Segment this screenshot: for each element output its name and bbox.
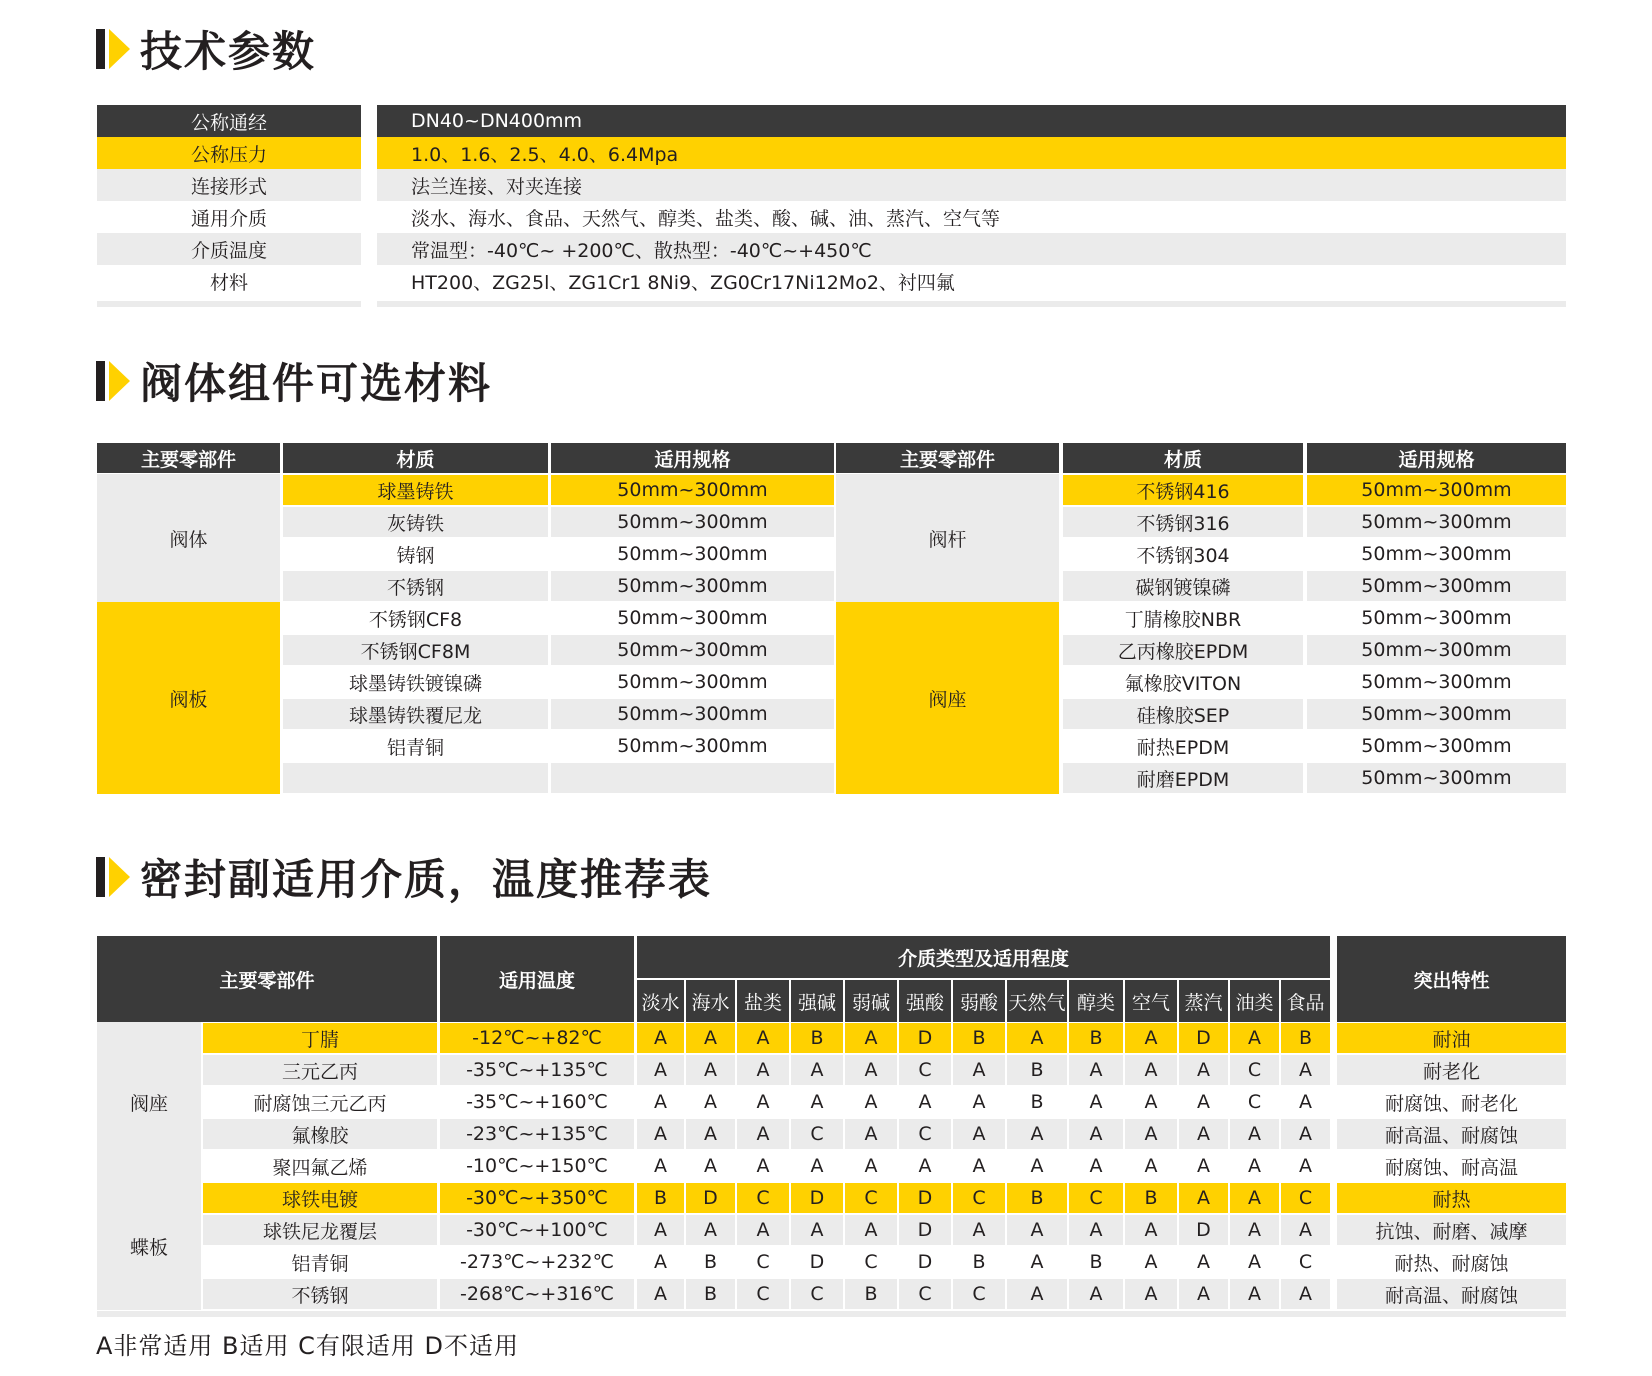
rating-cell: C [899,1279,951,1309]
rating-cell: D [791,1247,843,1277]
temperature-range: -12℃~+82℃ [440,1023,634,1053]
header-media: 蒸汽 [1179,980,1228,1022]
rating-cell: A [1125,1279,1177,1309]
param-label: 公称压力 [97,137,361,169]
header-media: 淡水 [637,980,684,1022]
material-cell: 球墨铸铁覆尼龙 [283,699,548,729]
material-name: 聚四氟乙烯 [203,1151,437,1181]
rating-cell: A [1125,1087,1177,1117]
header-media: 天然气 [1007,980,1067,1022]
rating-cell: A [1281,1279,1330,1309]
rating-cell: D [1179,1023,1228,1053]
table-divider [97,301,361,307]
feature-cell: 抗蚀、耐磨、减摩 [1337,1215,1566,1245]
material-cell: 不锈钢CF8 [283,603,548,633]
rating-cell: A [737,1151,789,1181]
header-media: 强碱 [791,980,843,1022]
rating-cell: B [1007,1087,1067,1117]
rating-cell: A [1007,1215,1067,1245]
rating-cell: A [1179,1279,1228,1309]
rating-cell: A [1069,1119,1123,1149]
rating-cell: C [1230,1055,1279,1085]
param-value: 淡水、海水、食品、天然气、醇类、盐类、酸、碱、油、蒸汽、空气等 [377,201,1566,233]
material-cell: 耐磨EPDM [1063,763,1303,793]
material-cell: 灰铸铁 [283,507,548,537]
rating-cell: D [1179,1215,1228,1245]
header-media: 食品 [1281,980,1330,1022]
rating-cell: B [1281,1023,1330,1053]
rating-cell: A [1007,1119,1067,1149]
header-media: 醇类 [1069,980,1123,1022]
rating-cell: D [686,1183,735,1213]
rating-cell: A [637,1023,684,1053]
rating-cell: B [953,1023,1005,1053]
rating-cell: A [1281,1215,1330,1245]
rating-cell: A [637,1279,684,1309]
rating-cell: A [953,1087,1005,1117]
rating-cell: A [637,1215,684,1245]
spec-cell: 50mm~300mm [1307,475,1566,505]
param-label: 公称通经 [97,105,361,137]
param-value: DN40~DN400mm [377,105,1566,137]
feature-cell: 耐热、耐腐蚀 [1337,1247,1566,1277]
rating-cell: A [1179,1183,1228,1213]
title-marker-icon [96,855,132,899]
rating-cell: A [899,1087,951,1117]
rating-cell: B [637,1183,684,1213]
rating-cell: A [1230,1215,1279,1245]
rating-cell: A [845,1119,897,1149]
rating-cell: A [1281,1055,1330,1085]
rating-cell: A [1007,1247,1067,1277]
rating-cell: B [791,1023,843,1053]
param-value: HT200、ZG25l、ZG1Cr1 8Ni9、ZG0Cr17Ni12Mo2、衬四氟 [377,265,1566,297]
rating-cell: A [791,1055,843,1085]
feature-cell: 耐腐蚀、耐老化 [1337,1087,1566,1117]
spec-cell: 50mm~300mm [551,571,834,601]
rating-cell: C [953,1279,1005,1309]
rating-cell: A [1179,1247,1228,1277]
rating-cell: B [1069,1247,1123,1277]
temperature-range: -273℃~+232℃ [440,1247,634,1277]
rating-cell: C [1281,1183,1330,1213]
rating-cell: A [1125,1023,1177,1053]
param-value: 法兰连接、对夹连接 [377,169,1566,201]
spec-cell: 50mm~300mm [551,731,834,761]
material-cell: 乙丙橡胶EPDM [1063,635,1303,665]
rating-cell: A [845,1055,897,1085]
temperature-range: -35℃~+135℃ [440,1055,634,1085]
rating-cell: A [791,1215,843,1245]
rating-cell: A [1069,1087,1123,1117]
rating-cell: A [845,1151,897,1181]
material-cell: 氟橡胶VITON [1063,667,1303,697]
material-cell: 丁腈橡胶NBR [1063,603,1303,633]
title-marker-icon [96,27,132,71]
rating-cell: A [791,1151,843,1181]
spec-cell: 50mm~300mm [1307,603,1566,633]
spec-cell [551,763,834,793]
seal-title: 密封副适用介质，温度推荐表 [140,855,713,904]
rating-cell: B [953,1247,1005,1277]
material-name: 球铁电镀 [203,1183,437,1213]
rating-cell: A [1179,1055,1228,1085]
rating-cell: D [899,1247,951,1277]
rating-cell: A [737,1055,789,1085]
material-name: 不锈钢 [203,1279,437,1309]
header-media: 空气 [1125,980,1177,1022]
temperature-range: -35℃~+160℃ [440,1087,634,1117]
rating-cell: A [1230,1247,1279,1277]
rating-cell: A [1230,1151,1279,1181]
tech-title: 技术参数 [140,27,317,76]
header-material: 材质 [1063,443,1303,473]
rating-cell: B [845,1279,897,1309]
rating-cell: A [686,1215,735,1245]
rating-cell: A [845,1023,897,1053]
spec-cell: 50mm~300mm [551,667,834,697]
rating-cell: A [637,1055,684,1085]
rating-cell: A [1007,1023,1067,1053]
rating-cell: C [1281,1247,1330,1277]
rating-cell: A [845,1087,897,1117]
rating-cell: A [953,1215,1005,1245]
rating-legend: A非常适用 B适用 C有限适用 D不适用 [96,1332,520,1360]
spec-cell: 50mm~300mm [1307,731,1566,761]
spec-cell: 50mm~300mm [551,699,834,729]
rating-cell: A [1069,1151,1123,1181]
rating-cell: A [791,1087,843,1117]
title-marker-icon [96,359,132,403]
rating-cell: A [1069,1215,1123,1245]
section-title-seal [96,852,712,902]
rating-cell: C [791,1119,843,1149]
rating-cell: B [686,1247,735,1277]
rating-cell: C [737,1247,789,1277]
materials-title: 阀体组件可选材料 [140,359,493,408]
rating-cell: A [637,1247,684,1277]
material-cell: 球墨铸铁 [283,475,548,505]
header-material: 材质 [283,443,548,473]
rating-cell: C [845,1183,897,1213]
rating-cell: A [953,1119,1005,1149]
material-cell: 铸钢 [283,539,548,569]
rating-cell: C [953,1183,1005,1213]
rating-cell: A [737,1119,789,1149]
rating-cell: A [1179,1151,1228,1181]
spec-cell: 50mm~300mm [1307,507,1566,537]
rating-cell: D [899,1023,951,1053]
header-part: 主要零部件 [836,443,1059,473]
table-divider [377,301,1566,307]
spec-cell: 50mm~300mm [1307,571,1566,601]
rating-cell: A [686,1023,735,1053]
rating-cell: A [1179,1119,1228,1149]
rating-cell: C [1230,1087,1279,1117]
spec-cell: 50mm~300mm [1307,539,1566,569]
param-label: 介质温度 [97,233,361,265]
group-name: 蝶板 [97,1182,201,1310]
spec-cell: 50mm~300mm [551,635,834,665]
section-title-materials [96,356,492,406]
rating-cell: D [791,1183,843,1213]
rating-cell: A [1007,1279,1067,1309]
material-cell: 不锈钢304 [1063,539,1303,569]
material-cell: 不锈钢CF8M [283,635,548,665]
header-media: 油类 [1230,980,1279,1022]
spec-cell: 50mm~300mm [551,539,834,569]
temperature-range: -10℃~+150℃ [440,1151,634,1181]
spec-cell: 50mm~300mm [551,507,834,537]
param-label: 材料 [97,265,361,297]
param-label: 通用介质 [97,201,361,233]
header-part: 主要零部件 [97,936,437,1022]
table-divider [97,1311,1566,1317]
rating-cell: B [1007,1183,1067,1213]
spec-cell: 50mm~300mm [1307,699,1566,729]
header-spec: 适用规格 [551,443,834,473]
spec-cell: 50mm~300mm [551,475,834,505]
section-title-tech [96,24,316,74]
temperature-range: -30℃~+100℃ [440,1215,634,1245]
rating-cell: A [1281,1087,1330,1117]
part-name: 阀体 [97,474,280,602]
part-name: 阀杆 [836,474,1059,602]
rating-cell: B [1007,1055,1067,1085]
rating-cell: C [899,1119,951,1149]
material-name: 球铁尼龙覆层 [203,1215,437,1245]
material-name: 耐腐蚀三元乙丙 [203,1087,437,1117]
material-cell [283,763,548,793]
rating-cell: A [1069,1279,1123,1309]
material-name: 铝青铜 [203,1247,437,1277]
group-name: 阀座 [97,1022,201,1182]
rating-cell: C [737,1183,789,1213]
rating-cell: C [899,1055,951,1085]
rating-cell: A [1007,1151,1067,1181]
rating-cell: A [686,1055,735,1085]
spec-cell: 50mm~300mm [1307,635,1566,665]
rating-cell: A [1125,1247,1177,1277]
rating-cell: A [637,1119,684,1149]
part-name: 阀板 [97,602,280,794]
rating-cell: A [845,1215,897,1245]
rating-cell: A [686,1151,735,1181]
rating-cell: A [737,1087,789,1117]
header-media: 弱酸 [953,980,1005,1022]
temperature-range: -23℃~+135℃ [440,1119,634,1149]
rating-cell: D [899,1183,951,1213]
feature-cell: 耐高温、耐腐蚀 [1337,1119,1566,1149]
param-value: 常温型：-40℃~ +200℃、散热型：-40℃~+450℃ [377,233,1566,265]
rating-cell: A [953,1151,1005,1181]
material-cell: 不锈钢316 [1063,507,1303,537]
material-cell: 耐热EPDM [1063,731,1303,761]
header-media: 海水 [686,980,735,1022]
rating-cell: C [1069,1183,1123,1213]
feature-cell: 耐热 [1337,1183,1566,1213]
material-cell: 不锈钢 [283,571,548,601]
rating-cell: A [953,1055,1005,1085]
rating-cell: A [1125,1055,1177,1085]
spec-cell: 50mm~300mm [551,603,834,633]
rating-cell: B [1069,1023,1123,1053]
rating-cell: A [737,1023,789,1053]
rating-cell: A [1179,1087,1228,1117]
rating-cell: A [686,1087,735,1117]
feature-cell: 耐腐蚀、耐高温 [1337,1151,1566,1181]
rating-cell: A [899,1151,951,1181]
rating-cell: C [737,1279,789,1309]
temperature-range: -268℃~+316℃ [440,1279,634,1309]
material-name: 三元乙丙 [203,1055,437,1085]
spec-cell: 50mm~300mm [1307,763,1566,793]
feature-cell: 耐高温、耐腐蚀 [1337,1279,1566,1309]
param-value: 1.0、1.6、2.5、4.0、6.4Mpa [377,137,1566,169]
header-media: 强酸 [899,980,951,1022]
rating-cell: A [1125,1119,1177,1149]
header-media-group: 介质类型及适用程度 [637,936,1330,978]
material-cell: 球墨铸铁镀镍磷 [283,667,548,697]
rating-cell: A [637,1087,684,1117]
material-cell: 铝青铜 [283,731,548,761]
header-spec: 适用规格 [1307,443,1566,473]
rating-cell: D [899,1215,951,1245]
rating-cell: C [845,1247,897,1277]
material-cell: 硅橡胶SEP [1063,699,1303,729]
feature-cell: 耐油 [1337,1023,1566,1053]
rating-cell: A [686,1119,735,1149]
part-name: 阀座 [836,602,1059,794]
material-name: 氟橡胶 [203,1119,437,1149]
rating-cell: C [791,1279,843,1309]
rating-cell: A [1281,1151,1330,1181]
header-media: 盐类 [737,980,789,1022]
rating-cell: A [1230,1183,1279,1213]
material-name: 丁腈 [203,1023,437,1053]
header-media: 弱碱 [845,980,897,1022]
header-temp: 适用温度 [440,936,634,1022]
rating-cell: A [1230,1119,1279,1149]
rating-cell: A [737,1215,789,1245]
material-cell: 不锈钢416 [1063,475,1303,505]
rating-cell: A [1069,1055,1123,1085]
spec-cell: 50mm~300mm [1307,667,1566,697]
rating-cell: A [637,1151,684,1181]
material-cell: 碳钢镀镍磷 [1063,571,1303,601]
rating-cell: A [1230,1023,1279,1053]
rating-cell: B [1125,1183,1177,1213]
rating-cell: A [1125,1151,1177,1181]
rating-cell: A [1281,1119,1330,1149]
rating-cell: B [686,1279,735,1309]
rating-cell: A [1125,1215,1177,1245]
feature-cell: 耐老化 [1337,1055,1566,1085]
rating-cell: A [1230,1279,1279,1309]
header-part: 主要零部件 [97,443,280,473]
param-label: 连接形式 [97,169,361,201]
header-feature: 突出特性 [1337,936,1566,1022]
temperature-range: -30℃~+350℃ [440,1183,634,1213]
